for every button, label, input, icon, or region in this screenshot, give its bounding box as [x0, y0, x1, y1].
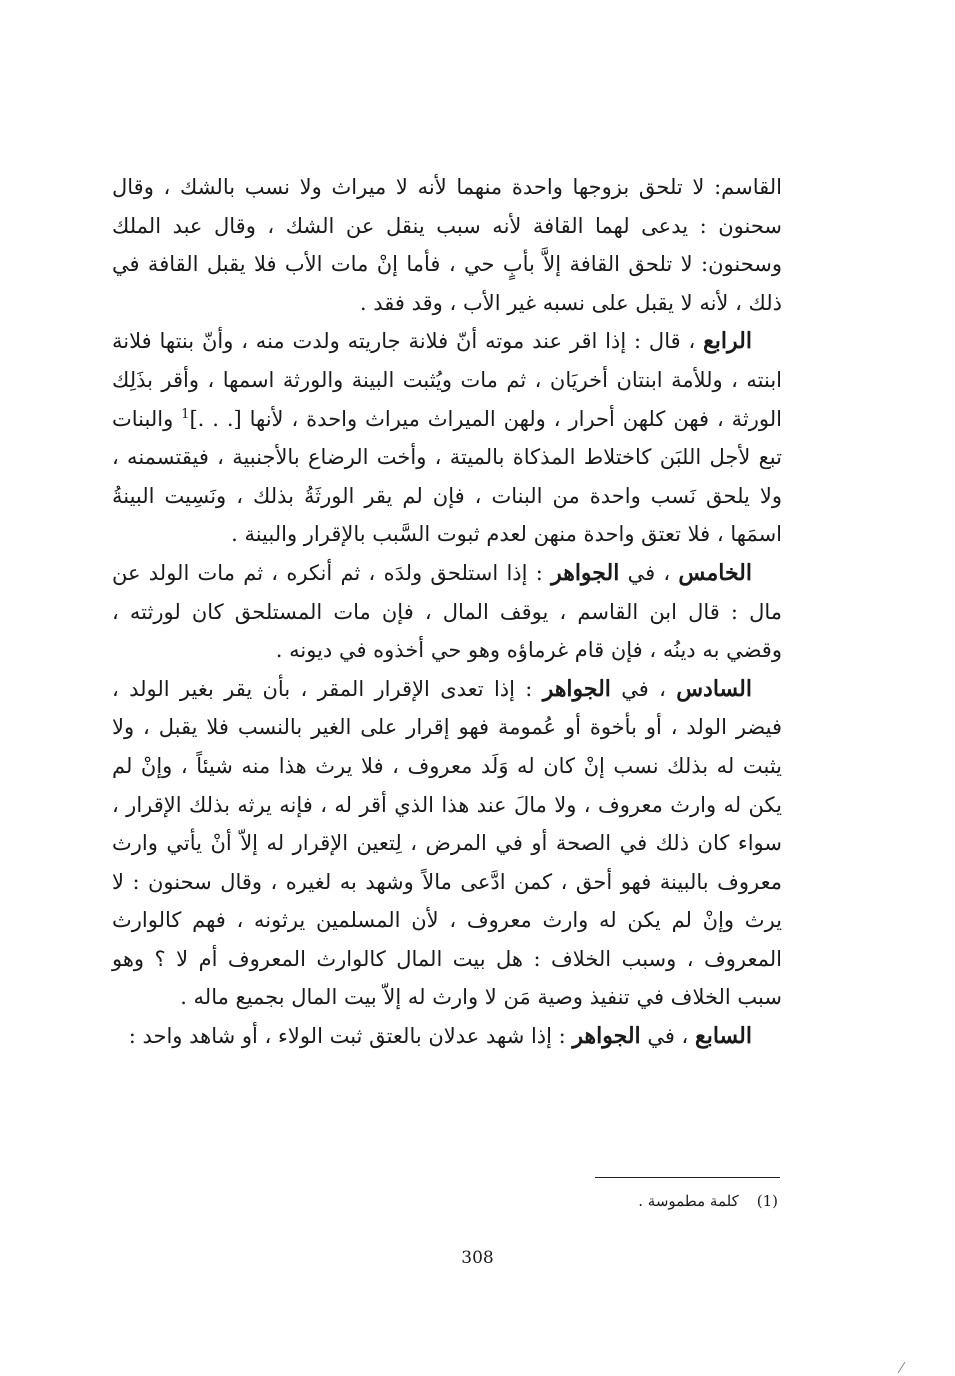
footnote-divider — [595, 1177, 780, 1178]
paragraph-intro — [112, 168, 782, 322]
paragraph-sabi — [112, 1017, 782, 1056]
footnote-text: كلمة مطموسة . — [638, 1192, 739, 1210]
footnote-number: (1) — [756, 1192, 778, 1210]
sadis-text: : إذا تعدى الإقرار المقر ، بأن يقر بغير الولد ، فيضر الولد ، أو بأخوة أو عُمومة فهو إقرار على الغير بالنسب فلا يقبل ، ولا يثبت له بذلك نسب إنْ كان له وَلَد معروف ، فلا يرث هذا منه شيئاً ، وإنْ لم يكن له وارث معروف ، ولا مالَ عند هذا الذي أقر له ، فإنه يرثه بذلك الإقرار ، سواء كان ذلك في الصحة أو في المرض ، لِتعين الإقرار له إلاّ أنْ يأتي وارث معروف بالبينة فهو أحق ، كمن ادَّعى مالاً وشهد به لغيره ، وقال سحنون : لا يرث وإنْ لم يكن له وارث معروف ، لأن المسلمين يرثونه ، فهم كالوارث المعروف ، وسبب الخلاف : هل بيت المال كالوارث المعروف أم لا ؟ وهو سبب الخلاف في تنفيذ وصية مَن لا وارث له إلاّ بيت المال بجميع ماله . — [112, 676, 782, 1010]
scan-mark-stroke — [897, 1360, 907, 1374]
footnote — [560, 1192, 778, 1210]
khamis-heading: الخامس — [678, 559, 752, 586]
main-text — [112, 168, 782, 1056]
sabi-heading: السابع — [695, 1023, 752, 1050]
rabi-heading: الرابع — [703, 328, 752, 355]
intro-text: القاسم: لا تلحق بزوجها واحدة منهما لأنه لا ميراث ولا نسب بالشك ، وقال سحنون : يدعى لهما القافة لأنه سبب ينقل عن الشك ، وقال عبد الملك وسحنون: لا تلحق القافة إلاَّ بأبٍ حي ، فأما إنْ مات الأب فلا يقبل القافة في ذلك ، لأنه لا يقبل على نسبه غير الأب ، وقد فقد . — [112, 175, 782, 315]
sabi-text: : إذا شهد عدلان بالعتق ثبت الولاء ، أو شاهد واحد : — [128, 1024, 573, 1049]
sadis-heading: السادس — [676, 675, 752, 702]
khamis-text: : إذا استلحق ولدَه ، ثم أنكره ، ثم مات الولد عن مال : قال ابن القاسم ، يوقف المال ، فإن مات المستلحق كان لورثته ، وقضي به دينُه ، فإن قام غرماؤه وهو حي أخذوه في ديونه . — [112, 560, 782, 663]
sadis-source: الجواهر — [542, 675, 611, 702]
sabi-source-prefix: ، في — [640, 1024, 696, 1049]
paragraph-rabi — [112, 322, 782, 554]
paragraph-sadis — [112, 670, 782, 1017]
paragraph-khamis — [112, 554, 782, 670]
page-number: 308 — [461, 1248, 494, 1268]
footnote-reference[interactable]: 1 — [181, 406, 190, 422]
khamis-source-prefix: ، في — [619, 560, 679, 585]
sadis-source-prefix: ، في — [610, 676, 677, 701]
khamis-source: الجواهر — [551, 559, 620, 586]
rabi-text-before-note: ، قال : إذا اقر عند موته أنّ فلانة جاريته ولدت منه ، وأنّ بنتها فلانة ابنته ، وللأمة ابنتان أخريَان ، ثم مات ويُثبت البينة والورثة اسمها ، وأقر بذَلِك الورثة ، فهن كلهن أحرار ، ولهن الميراث ميراث واحدة ، لأنها [. . .] — [112, 329, 782, 431]
rabi-text-after-note: والبنات تبع لأجل اللبَن كاختلاط المذكاة بالميتة ، وأخت الرضاع بالأجنبية ، فيقتسمنه ، ولا يلحق نَسب واحدة من البنات ، فإن لم يقر الورثَةُ بذلك ، ونَسِيت البينةُ اسمَها ، فلا تعتق واحدة منهن لعدم ثبوت السَّبب بالإقرار والبينة . — [112, 406, 782, 547]
sabi-source: الجواهر — [572, 1023, 641, 1050]
